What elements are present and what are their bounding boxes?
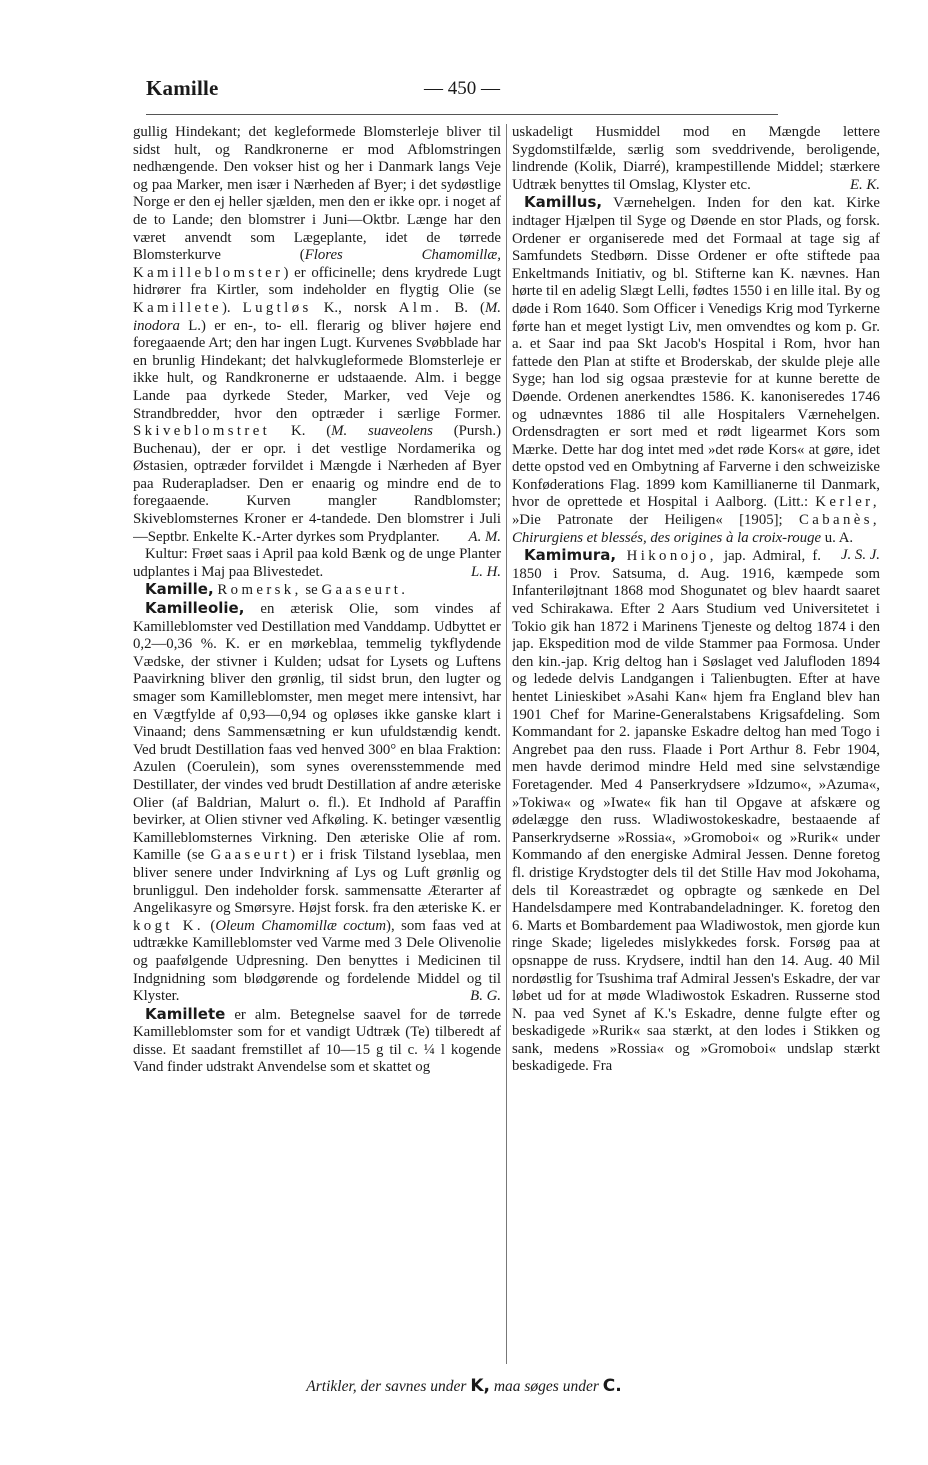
entry-headword: Kamillete [145,1004,226,1023]
entry-kamilleolie: Kamilleolie, en æterisk Olie, som vindes af Kamilleblomster ved Destillation med Vanddamp. Udbyttet er 0,2—0,36 %. K. er en mørkeblaa, temmelig tykflydende Vædske, der stivner i Kulden; udsat for Lysets og Luftens Paavirkning bliver den grønlig, til sidst brun, den lugter og smager som Kamilleblomster, men meget mere intensivt, har en Vægtfylde af 0,93—0,94 og opløses ikke ganske klart i Vinaand; dens Sammensætning er kun ufuldstændig kendt. Ved brudt Destillation faas ved henved 300° en blaa Fraktion: Azulen (Coerulein), som synes overensstemmende med Destillater, der vindes ved brudt Destillation af andre æteriske Olier (af Baldrian, Malurt o. fl.). Et Indhold af Paraffin bevirker, at Olien stivner ved Afkøling. K. betinger væsentlig Kamilleblomsternes Virkning. Den æteriske Olie af rom. Kamille (se Gaaseurt) er i frisk Tilstand lyseblaa, men bliver senere under Indvirkning af Lys og Luft grønlig og brunliggul. Den indeholder forsk. sammensatte Æterarter af Angelikasyre og Smørsyre. Højst forsk. fra den æteriske K. er kogt K. (Oleum Chamomillæ coctum), som faas ved at udtrække Kamilleblomster ved Varme med 3 Dele Olivenolie og paafølgende Udpresning. Den benyttes i Medicinen til Indgnidning som blødgørende og fordelende Middel og til Klyster. B. G. [133,599,501,1005]
page-number: — 450 — [424,78,500,99]
left-column [133,124,501,1364]
author-signature: A. M. [468,528,501,545]
entry-kamillete-continued: uskadeligt Husmiddel mod en Mængde lettere Sygdomstilfælde, særlig som sveddrivende, beroligende, lindrende (Kolik, Diarré), krampestillende Middel; stærkere Udtræk benyttes til Omslag, Klyster etc. E. K. [512,124,880,193]
entry-headword: Kamilleolie, [145,599,245,618]
footer-note: Artikler, der savnes under K, maa søges under C. [306,1376,622,1396]
entry-headword: Kamille, [145,580,214,599]
entry-headword: Kamillus, [524,193,603,212]
entry-kamillete: Kamillete er alm. Betegnelse saavel for de tørrede Kamilleblomster som for et vandigt Udtræk (Te) tilberedt af disse. Et saadant fremstillet af 10—15 g til c. ¼ l kogende Vand finder udstrakt Anvendelse som et skattet og [133,1004,501,1076]
author-signature: L. H. [470,563,501,580]
entry-kultur: Kultur: Frøet saas i April paa kold Bænk og de unge Planter udplantes i Maj paa Blivestedet. L. H. [133,546,501,580]
entry-kamille-continued: gullig Hindekant; det kegleformede Blomsterleje bliver til sidst hult, og Randkronerne er mod Afblomstringen nedhængende. Den vokser hist og her i Danmark langs Veje og paa Marker, men især i Nærheden af Byer; i det sydøstlige Norge er den ej heller sjælden, men den er ikke opr. i noget af de to Lande; den blomstrer i Juni—Oktbr. Længe har den været anvendt som Lægeplante, idet de tørrede Blomsterkurve (Flores Chamomillæ, Kamilleblomster) er officinelle; dens krydrede Lugt hidrører fra Kirtler, som indeholder en flygtig Olie (se Kamillete). Lugtløs K., norsk Alm. B. (M. inodora L.) er en-, to- ell. flerarig og bliver højere end foregaaende Art; den har ingen Lugt. Kurvenes Svøbblade har en brunlig Hindekant; det halvkugleformede Blomsterleje er ikke hult, og Randkronerne er udstaaende. Alm. i begge Lande paa dyrkede Steder, Marker, ved Veje og Strandbredder, hvor den optræder i særlige Former. Skiveblomstret K. (M. suaveolens (Pursh.) Buchenau), der er opr. i det vestlige Nordamerika og Østasien, optræder forvildet i Mængde i Nærheden af Byer paa Ruderapladser. Den er enaarig og mindre end de to foregaaende. Kurven mangler Randblomster; Skiveblomsternes Kroner er 4-tandede. Den blomstrer i Juli—Septbr. Enkelte K.-Arter dyrkes som Prydplanter. A. M. [133,124,501,545]
header-rule [146,114,778,115]
entry-headword: Kamimura, [524,546,617,565]
entry-kamimura: Kamimura, Hikonojo, jap. Admiral, f. 1850 i Prov. Satsuma, d. Aug. 1916, kæmpede som Infanteriløjtnant 1868 mod Shogunatet og blev haardt saaret ved Schirakawa. Efter 2 Aars Studium ved Universitetet i Tokio gik han 1872 i Marinens Tjeneste og deltog 1874 i den jap. Ekspedition mod de vilde Stammer paa Formosa. Under den kin.-jap. Krig deltog han i Søslaget ved Jalufloden 1894 og ledede delvis Landgangen i Talienbugten. Efter at have hentet Linieskibet »Asahi Kan« hjem fra England blev han 1901 Chef for Marine-Generalstabens Krigsafdeling. Som Kommandant for 2. japanske Eskadre deltog han med Togo i Angrebet paa den russ. Flaade i Port Arthur 8. Febr 1904, men havde derimod mindre Held med sine selvstændige Foretagender. Med 4 Panserkrydsere »Idzumo«, »Azuma«, »Tokiwa« og »Iwate« fik han til Opgave at afskære og ødelægge den russ. Wladiwostokeskadre, bestaaende af Panserkrydserne »Rossia«, »Gromoboi« og »Rurik« under Kommando af den energiske Admiral Jessen. Denne foretog fl. dristige Krydstogter dels til det Stille Hav mod Jokohama, dels til Koreastrædet og opbragte og sænkede en Del Handelsdampere med Kontrabandeladninger. K. foretog den 6. Marts et Bombardement paa Wladiwostok, men gjorde kun ringe Skade; ligeledes mislykkedes forsk. Forsøg paa at opsnappe de russ. Krydsere, indtil han den 14. Aug. 40 Mil nordøstlig for Tsushima traf Admiral Jessen's Eskadre, der var løbet ud for at møde Wladiwostok Eskadren. Russerne stod N. paa ved Synet af K.'s Eskadre, denne fulgte efter og beskadigede »Rurik« saa stærkt, at den lodes i Stikken og sank, medens »Rossia« og »Gromoboi« undslap stærkt beskadigede. Fra [512,546,880,1075]
entry-kamille-romersk: Kamille, Romersk, se Gaaseurt. [145,580,409,599]
author-signature: J. S. J. [840,547,880,564]
author-signature: E. K. [849,176,880,193]
column-divider [506,124,507,1364]
entry-kamillus: Kamillus, Værnehelgen. Inden for den kat. Kirke indtager Hjælpen til Syge og Døende en stor Plads, og forsk. Ordener er organiserede med det Formaal at tage sig af Samfundets Stedbørn. Disse Ordener er ofte stiftede paa Enkeltmands Initiativ, og bl. Stifterne kan K. nævnes. Han hørte til en adelig Slægt Lelli, fødtes 1550 i en lille ital. By og døde i Rom 1640. Som Officer i Venedigs Krig mod Tyrkerne førte han et meget lystigt Liv, men omvendtes og kom p. Gr. a. et Saar ind paa Skt Jacob's Hospital i Rom, hvor han fattede den Plan at stifte et Broderskab, der skulde pleje alle Syge; han lod sig ogsaa præstevie for at kunne berette de Døende. Ordenen anerkendtes 1586. K. kanoniseredes 1746 og udnævntes 1886 til alle Hospitalers Værnehelgen. Ordensdragten er sort med et rødt ligearmet Kors som Mærke. Dette har dog intet med »det røde Kors« at gøre, idet dette opstod ved en Ombytning af Farverne i den schweiziske Konføderations Flag. 1899 kom Kamillianerne til Danmark, hvor de oprettede et Hospital i Aalborg. (Litt.: Kerler, »Die Patronate der Heiligen« [1905]; Cabanès, Chirurgiens et blessés, des origines à la croix-rouge u. A. J. S. J. [512,193,880,564]
right-column [512,124,880,1364]
author-signature: B. G. [470,988,501,1005]
running-headword: Kamille [146,76,219,100]
running-header [146,76,778,106]
